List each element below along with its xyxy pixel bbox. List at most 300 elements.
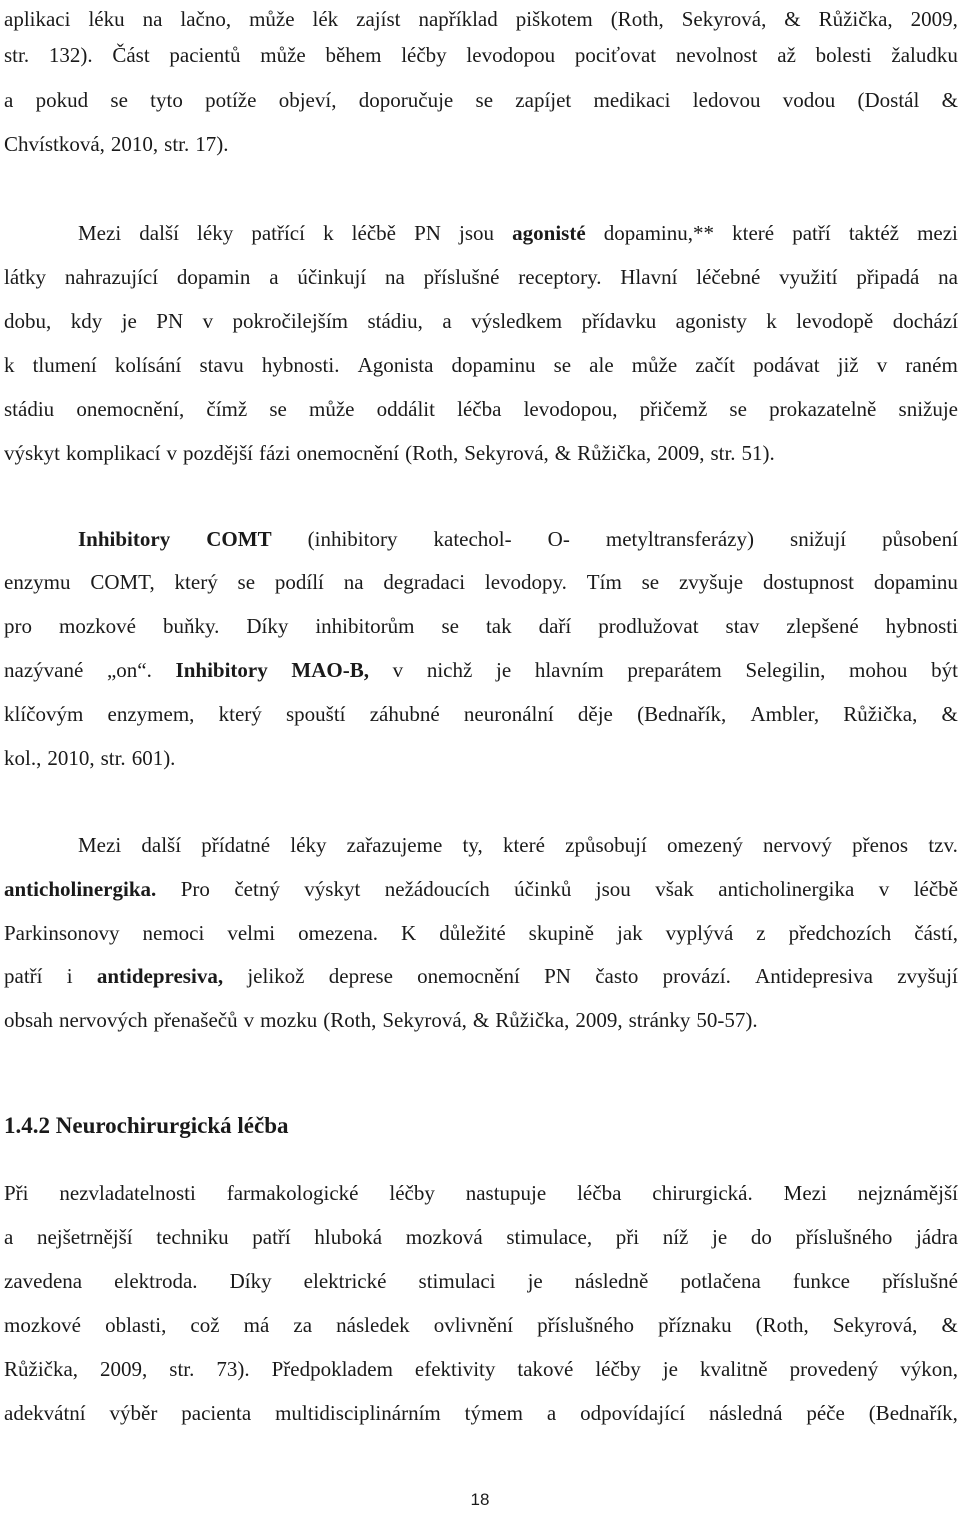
word: žaludku [891,43,958,67]
word: lék [312,7,339,31]
word: prodlužovat [598,614,699,638]
word: (Bednařík, [637,702,727,726]
word: degradaci [383,570,466,594]
word: léky [197,221,234,245]
word: výsledkem [471,309,563,333]
word: příslušné [423,265,500,289]
word: piškotem [515,7,593,31]
word: nežádoucích [384,877,490,901]
word: zařazujeme [346,833,443,857]
word: pacientů [169,43,241,67]
word: deprese [328,964,393,988]
word: tyto [150,88,183,112]
word: přičemž [639,397,708,421]
word: fázi [258,441,291,465]
text-line [4,85,958,115]
word: PN [544,964,571,988]
word: Chvístková, [4,132,105,156]
word: elektrické [303,1269,387,1293]
word: začít [695,353,735,377]
word: zlepšené [786,614,859,638]
word: pacienta [181,1401,252,1425]
word: se [475,88,494,112]
word: receptory. [518,265,602,289]
word: dopamin [176,265,251,289]
word: mozkové [4,1313,81,1337]
word: během [325,43,382,67]
word: jak [616,921,643,945]
word: i [66,964,73,988]
word: kdy [70,309,103,333]
word: levodopou [466,43,556,67]
word: příslušné [882,1269,958,1293]
word: Ambler, [750,702,820,726]
word: je [662,1357,678,1381]
word: kvalitně [699,1357,768,1381]
word: elektroda. [114,1269,198,1293]
word: přídavku [581,309,657,333]
word: Hlavní [620,265,678,289]
word: Selegilin, [745,658,826,682]
word: následná [708,1401,783,1425]
text-line [78,830,958,860]
word: následně [574,1269,649,1293]
word: stimulace, [506,1225,593,1249]
word: se [729,397,747,421]
word: lačno, [180,7,232,31]
text-line [4,1222,958,1252]
word: metyltransferázy) [605,527,754,551]
word: „on“. [106,658,152,682]
word: agonisté [512,221,586,245]
word: být [931,658,958,682]
word: tzv. [928,833,958,857]
word: vyplývá [665,921,734,945]
word: výskyt [4,441,61,465]
word: Parkinsonovy [4,921,120,945]
word: péče [806,1401,845,1425]
word: mozkové [58,614,136,638]
word: Inhibitory [78,527,171,551]
text-line [4,961,958,991]
word: Růžička, [495,1008,570,1032]
word: provedený [789,1357,879,1381]
word: omezena. [298,921,379,945]
word: snižují [790,527,847,551]
word: který [174,570,218,594]
word: dopaminu,** [603,221,715,245]
word: str. [710,441,736,465]
word: Růžička, [818,7,893,31]
text-line [4,306,958,336]
word: Růžička, [4,1357,79,1381]
word: jsou [595,877,631,901]
word: neuronální [463,702,554,726]
word: Sekyrová, [382,1008,467,1032]
word: dochází [892,309,958,333]
word: například [418,7,498,31]
word: & [472,1008,490,1032]
word: ledovou [692,88,761,112]
text-line [4,874,958,904]
word: léku [88,7,125,31]
word: na [938,265,958,289]
word: v [243,1008,255,1032]
word: léčba [457,397,502,421]
word: onemocnění [296,441,400,465]
word: při [615,1225,640,1249]
text-line [4,1178,958,1208]
word: přenos [852,833,909,857]
word: se [553,353,572,377]
word: dopaminu [873,570,958,594]
word: Díky [229,1269,272,1293]
word: pro [4,614,32,638]
word: farmakologické [226,1181,359,1205]
word: až [777,43,796,67]
word: na [343,570,364,594]
word: přenašečů [153,1008,238,1032]
word: týmem [464,1401,523,1425]
word: příslušného [537,1313,634,1337]
word: buňky. [162,614,220,638]
text-line [4,129,235,159]
word: léčby [389,1181,435,1205]
word: kolísání [114,353,182,377]
text-line [4,262,958,292]
word: ovlivnění [433,1313,514,1337]
word: oddálit [376,397,435,421]
word: 2010, [47,746,95,770]
word: příznaku [658,1313,732,1337]
section-heading: 1.4.2 Neurochirurgická léčba [4,1113,289,1138]
word: hybnosti [885,614,958,638]
word: výskyt [304,877,361,901]
word: hluboká [314,1225,383,1249]
word: efektivity [414,1357,496,1381]
word: takové [517,1357,574,1381]
word: prokazatelně [769,397,877,421]
word: níž [662,1225,689,1249]
word: z [756,921,766,945]
word: potlačena [680,1269,761,1293]
word: nervových [59,1008,148,1032]
word: četný [234,877,280,901]
word: léčba [577,1181,622,1205]
word: výběr [109,1401,158,1425]
word: mezi [917,221,958,245]
word: stavu [199,353,244,377]
word: je [121,309,137,333]
word: nahrazující [64,265,159,289]
word: preparátem [627,658,722,682]
word: nezvladatelnosti [59,1181,196,1205]
word: str. [169,1357,195,1381]
word: klíčovým [4,702,84,726]
word: adekvátní [4,1401,86,1425]
word: inhibitorům [315,614,415,638]
text-line [4,1266,958,1296]
word: PN [414,221,441,245]
word: anticholinergika. [4,877,157,901]
word: pozdější [183,441,253,465]
text-line [4,1310,958,1340]
word: stádiu, [367,309,423,333]
word: dopaminu [451,353,536,377]
text-line [4,743,181,773]
word: předchozích [788,921,892,945]
word: se [269,397,287,421]
text-line [4,438,781,468]
word: objeví, [278,88,337,112]
word: připadá [856,265,920,289]
word: Díky [246,614,289,638]
word: jelikož [247,964,305,988]
word: výkon, [900,1357,958,1381]
word: příslušného [795,1225,893,1249]
word: léčby [401,43,447,67]
word: Tím [586,570,622,594]
word: 50-57). [696,1008,758,1032]
word: částí, [914,921,958,945]
word: ale [589,353,614,377]
word: a [4,88,14,112]
word: 2010, [110,132,159,156]
word: Předpokladem [271,1357,393,1381]
word: mozku [260,1008,318,1032]
word: (Roth, [405,441,459,465]
word: na [142,7,163,31]
word: Agonista [357,353,434,377]
word: léčbě [913,877,958,901]
word: str. [164,132,190,156]
word: Růžička, [843,702,918,726]
word: může [260,43,306,67]
word: velmi [227,921,276,945]
word: MAO-B, [291,658,369,682]
word: str. [100,746,126,770]
text-line [4,350,958,380]
word: 2009, [100,1357,148,1381]
word: přídatné [201,833,271,857]
word: je [527,1269,543,1293]
word: Mezi [783,1181,827,1205]
word: spouští [285,702,346,726]
word: látky [4,265,46,289]
word: patří [4,964,43,988]
word: patří [252,1225,291,1249]
word: & [554,441,572,465]
word: v [876,353,888,377]
word: stimulaci [418,1269,496,1293]
word: levodopě [796,309,874,333]
word: nazývané [4,658,84,682]
text-line [4,567,958,597]
word: COMT [206,527,272,551]
word: tlumení [32,353,97,377]
word: podávat [753,353,820,377]
word: nemoci [142,921,205,945]
text-line [4,655,958,685]
word: čímž [206,397,248,421]
text-line [78,218,958,248]
word: daří [538,614,572,638]
word: což [190,1313,220,1337]
word: další [141,833,182,857]
word: antidepresiva, [96,964,224,988]
word: je [496,658,512,682]
word: aplikaci [4,7,71,31]
word: 132). [48,43,93,67]
word: nervový [763,833,832,857]
word: & [784,7,801,31]
word: 51). [741,441,775,465]
word: v [202,309,214,333]
word: mohou [849,658,908,682]
word: agonisty [675,309,747,333]
text-line [4,1354,958,1384]
word: zajíst [356,7,401,31]
word: provází. [662,964,731,988]
word: se [237,570,256,594]
word: již [837,353,859,377]
word: důležité [439,921,506,945]
word: techniku [156,1225,229,1249]
word: COMT, [90,570,155,594]
word: oblasti, [105,1313,167,1337]
word: K [401,921,417,945]
word: léčbě [351,221,396,245]
word: jsou [459,221,495,245]
word: patří [792,221,831,245]
word: v [878,877,890,901]
text-line [4,918,958,948]
word: obsah [4,1008,53,1032]
word: (Bednařík, [868,1401,958,1425]
word: snižuje [898,397,958,421]
word: které [732,221,775,245]
word: 73). [216,1357,250,1381]
word: na [385,265,405,289]
word: hybnosti. [261,353,340,377]
word: (Roth, [755,1313,809,1337]
word: patřící [251,221,305,245]
word: nichž [426,658,473,682]
word: děje [577,702,613,726]
word: do [750,1225,772,1249]
word: léčby [595,1357,641,1381]
word: odpovídající [580,1401,686,1425]
word: působení [882,527,958,551]
word: může [249,7,295,31]
word: levodopou, [523,397,618,421]
word: kol., [4,746,42,770]
word: zvyšuje [678,570,744,594]
word: nevolnost [675,43,758,67]
word: nastupuje [465,1181,547,1205]
word: má [243,1313,270,1337]
word: nejšetrnější [36,1225,133,1249]
word: vodou [782,88,836,112]
word: může [309,397,355,421]
word: PN [156,309,184,333]
word: hlavním [534,658,604,682]
word: následek [336,1313,410,1337]
word: levodopy. [484,570,567,594]
word: katechol- [433,527,512,551]
word: se [441,614,459,638]
word: pociťovat [574,43,657,67]
word: často [595,964,639,988]
word: 2009, [575,1008,623,1032]
text-line [4,4,958,34]
word: multidisciplinárním [275,1401,441,1425]
word: skupině [528,921,594,945]
word: anticholinergika [718,877,855,901]
word: k [323,221,334,245]
text-line [4,611,958,641]
word: a [269,265,279,289]
word: tak [485,614,512,638]
word: stránky [628,1008,691,1032]
word: doporučuje [358,88,454,112]
word: pokročilejším [232,309,349,333]
word: 2009, [657,441,705,465]
word: léčebné [696,265,761,289]
word: Při [4,1181,29,1205]
word: a [4,1225,14,1249]
word: (Dostál [857,88,920,112]
word: v [166,441,177,465]
word: 601). [131,746,176,770]
word: způsobují [565,833,647,857]
word: nejznámější [857,1181,958,1205]
word: raném [905,353,958,377]
word: taktéž [848,221,899,245]
word: se [641,570,660,594]
word: 17). [195,132,229,156]
word: 2009, [910,7,958,31]
word: v [392,658,404,682]
word: k [4,353,15,377]
word: a [546,1401,557,1425]
word: další [139,221,179,245]
word: omezený [667,833,743,857]
word: jádra [915,1225,958,1249]
page-number: 18 [470,1490,490,1509]
word: enzymu [4,570,71,594]
word: str. [4,43,30,67]
word: Část [112,43,150,67]
word: stádiu [4,397,55,421]
word: které [502,833,545,857]
word: však [655,877,694,901]
word: dobu, [4,309,52,333]
word: ty, [462,833,483,857]
word: medikaci [593,88,671,112]
word: dostupnost [762,570,854,594]
word: Antidepresiva [755,964,873,988]
word: a [442,309,452,333]
word: Sekyrová, [464,441,549,465]
word: k [766,309,777,333]
text-line [4,1398,958,1428]
word: & [941,1313,958,1337]
word: onemocnění, [76,397,185,421]
word: O- [547,527,570,551]
word: & [941,88,958,112]
word: zvyšují [897,964,958,988]
